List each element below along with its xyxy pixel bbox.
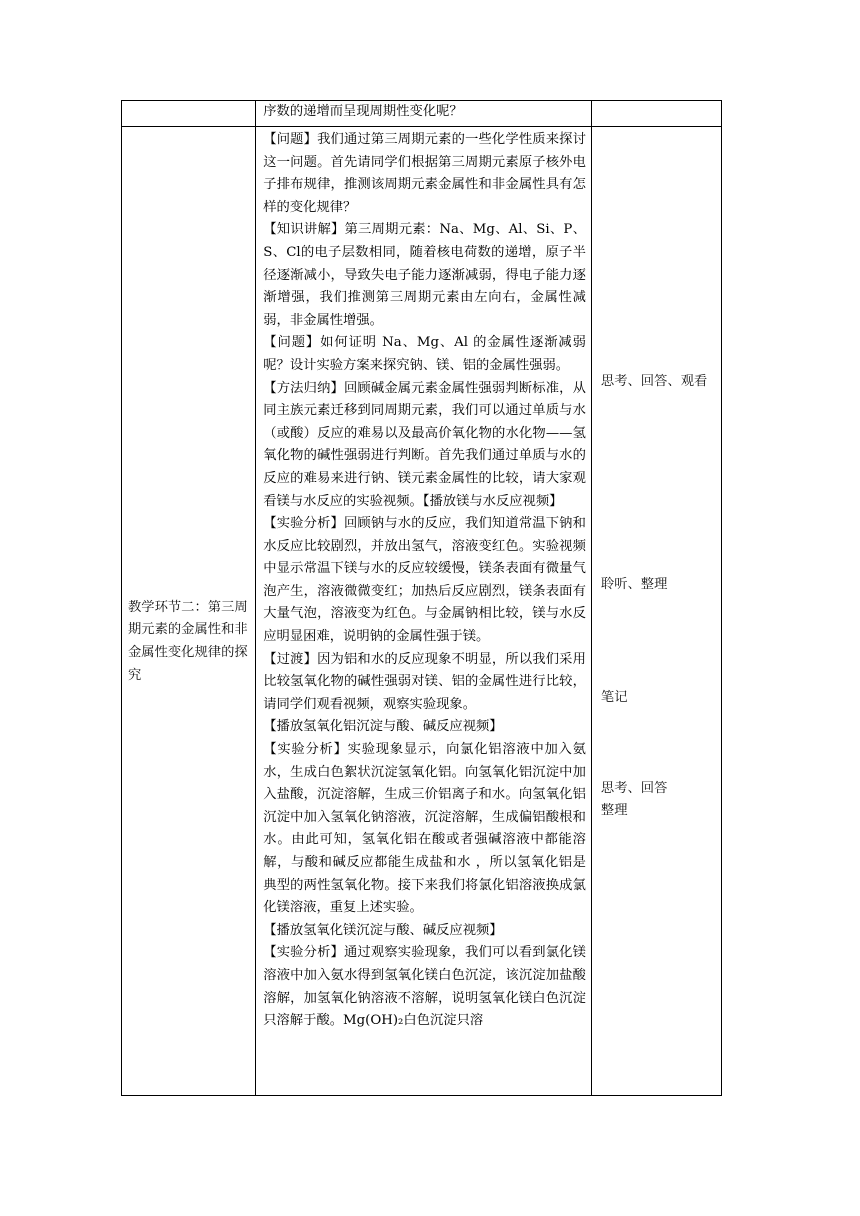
activity-think-answer-watch: 思考、回答、观看 <box>600 374 708 389</box>
paragraph-question-2: 【问题】如何证明 Na、Mg、Al 的金属性逐渐减弱呢？设计实验方案来探究钠、镁、铝的金属性强弱。 <box>263 335 586 373</box>
paragraph-method: 【方法归纳】回顾碱金属元素金属性强弱判断标准，从同主族元素迁移到同周期元素，我们可以通过单质与水（或酸）反应的难易以及最高价氧化物的水化物——氢氧化物的碱性强弱进行判断。首先我们通过单质与水的反应的难易来进行钠、镁元素金属性的比较，请大家观看镁与水反应的实验视频。【播放镁与水反应视频】 <box>263 380 586 509</box>
paragraph-transition: 【过渡】因为铝和水的反应现象不明显，所以我们采用比较氢氧化物的碱性强弱对镁、铝的金属性进行比较，请同学们观看视频，观察实验现象。 <box>263 651 586 712</box>
teaching-content-cell <box>256 127 592 1096</box>
table-row <box>122 127 722 1096</box>
paragraph-question-1: 【问题】我们通过第三周期元素的一些化学性质来探讨这一问题。首先请同学们根据第三周期元素原子核外电子排布规律，推测该周期元素金属性和非金属性具有怎样的变化规律？ <box>263 132 586 215</box>
activity-cell-empty <box>591 101 721 127</box>
lesson-plan-table <box>121 100 722 1096</box>
section-cell-empty <box>122 101 256 127</box>
content-cell-continuation: 序数的递增而呈现周期性变化呢？ <box>256 101 592 127</box>
activity-think-answer: 思考、回答 <box>600 781 668 796</box>
paragraph-video-mg: 【播放氢氧化镁沉淀与酸、碱反应视频】 <box>263 922 503 938</box>
activity-organize: 整理 <box>600 803 628 818</box>
section-title-cell <box>122 127 256 1096</box>
student-activity-cell <box>591 127 721 1096</box>
paragraph-analysis-3: 【实验分析】通过观察实验现象，我们可以看到氯化镁溶液中加入氨水得到氢氧化镁白色沉淀，该沉淀加盐酸溶解，加氢氧化钠溶液不溶解，说明氢氧化镁白色沉淀只溶解于酸。Mg(OH)₂白色沉淀只溶 <box>263 945 586 1029</box>
paragraph-video-al: 【播放氢氧化铝沉淀与酸、碱反应视频】 <box>263 719 503 735</box>
paragraph-analysis-2: 【实验分析】实验现象显示，向氯化铝溶液中加入氨水，生成白色絮状沉淀氢氧化铝。向氢氧化铝沉淀中加入盐酸，沉淀溶解，生成三价铝离子和水。向氢氧化铝沉淀中加入氢氧化钠溶液，沉淀溶解，生成偏铝酸根和水。由此可知，氢氧化铝在酸或者强碱溶液中都能溶解，与酸和碱反应都能生成盐和水 ，所以氢氧化铝是典型的两性氢氧化物。接下来我们将氯化铝溶液换成氯化镁溶液，重复上述实验。 <box>263 742 586 916</box>
activity-notes: 笔记 <box>600 690 628 705</box>
paragraph-analysis-1: 【实验分析】回顾钠与水的反应，我们知道常温下钠和水反应比较剧烈，并放出氢气，溶液变红色。实验视频中显示常温下镁与水的反应较缓慢，镁条表面有微量气泡产生，溶液微微变红；加热后反应剧烈，镁条表面有大量气泡，溶液变为红色。与金属钠相比较，镁与水反应明显困难，说明钠的金属性强于镁。 <box>263 516 586 645</box>
paragraph-knowledge: 【知识讲解】第三周期元素：Na、Mg、Al、Si、P、S、Cl的电子层数相同，随着核电荷数的递增，原子半径逐渐减小，导致失电子能力逐渐减弱，得电子能力逐渐增强，我们推测第三周期元素由左向右，金属性减弱，非金属性增强。 <box>263 222 586 328</box>
activity-listen-organize: 聆听、整理 <box>600 577 668 592</box>
section-title: 教学环节二：第三周期元素的金属性和非金属性变化规律的探究 <box>128 599 248 683</box>
table-row <box>122 101 722 127</box>
